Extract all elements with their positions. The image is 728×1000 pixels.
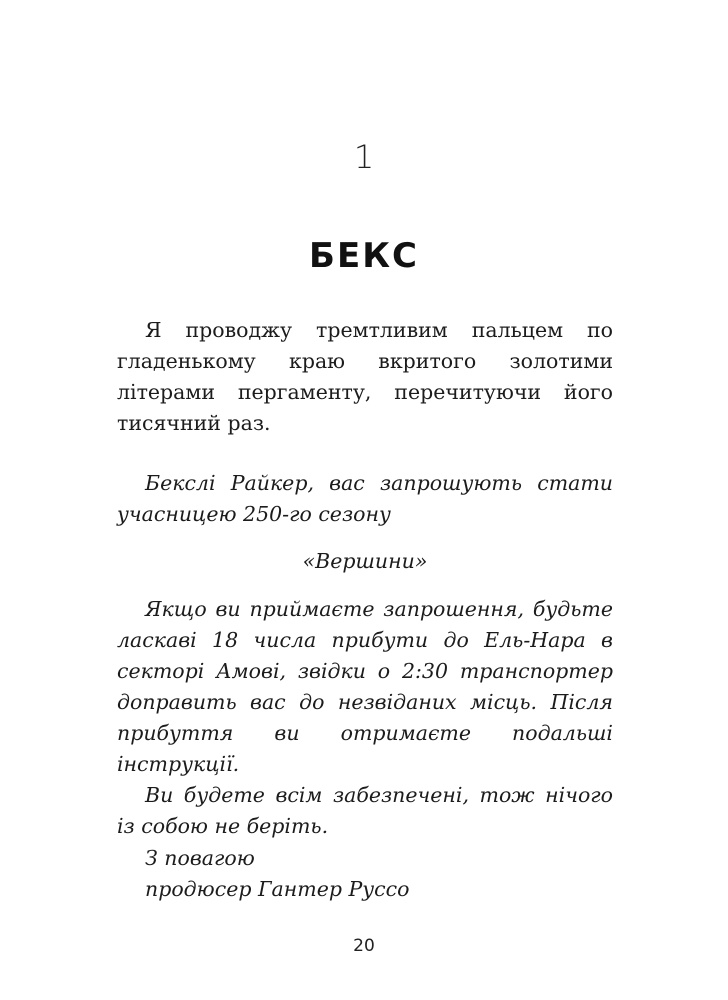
invitation-paragraph-2: Якщо ви приймаєте запрошення, будьте ласкаві 18 числа прибути до Ель-Нара в секторі Амові, звідки о 2:30 транспортер доправить вас до незвіданих місць. Після прибуття ви отримаєте подальші інструкції. <box>117 597 613 776</box>
narrative-block <box>117 315 613 439</box>
closing-line: З повагою <box>145 846 255 870</box>
signature-block <box>117 843 613 905</box>
invitation-block-2 <box>117 594 613 842</box>
show-name-block <box>117 546 613 577</box>
show-name: «Вершини» <box>302 549 428 573</box>
chapter-number: 1 <box>353 138 375 176</box>
invitation-paragraph-3: Ви будете всім забезпечені, тож нічого із собою не беріть. <box>117 783 613 838</box>
chapter-title: БЕКС <box>309 236 419 276</box>
signature-line: продюсер Гантер Руссо <box>145 877 410 901</box>
invitation-block-1 <box>117 468 613 530</box>
paragraph-1: Я проводжу тремтливим пальцем по гладенькому краю вкритого золотими літерами пергаменту, перечитуючи його тисячний раз. <box>117 318 613 435</box>
invitation-paragraph-1: Бекслі Райкер, вас запрошують стати учасницею 250-го сезону <box>117 471 613 526</box>
page-number: 20 <box>353 936 375 956</box>
